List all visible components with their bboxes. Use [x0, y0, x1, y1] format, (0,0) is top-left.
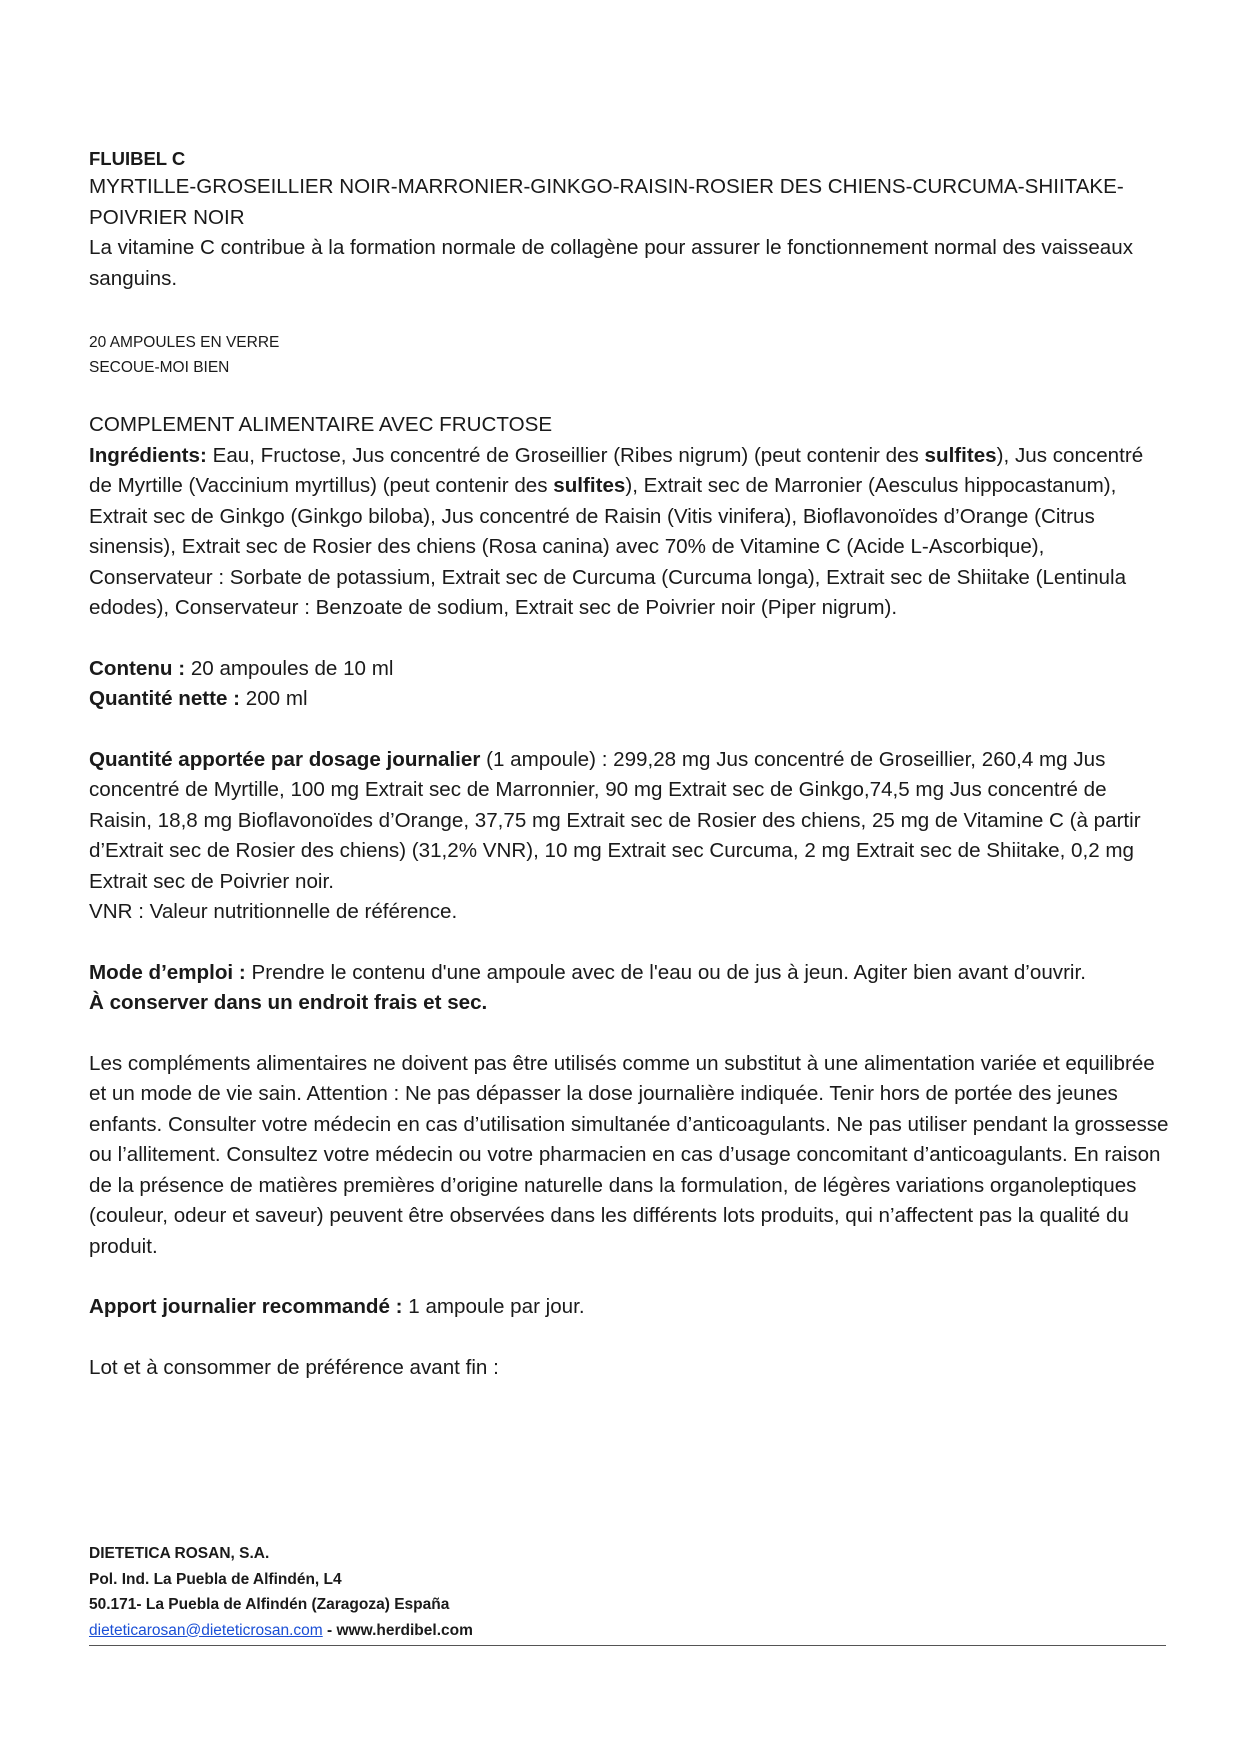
product-claim: La vitamine C contribue à la formation normale de collagène pour assurer le fonctionnement normal des vaisseaux sanguins.	[89, 236, 1133, 290]
company-address-2: 50.171- La Puebla de Alfindén (Zaragoza) España	[89, 1596, 450, 1613]
storage-instruction: À conserver dans un endroit frais et sec.	[89, 991, 488, 1014]
net-quantity-label: Quantité nette :	[89, 687, 241, 710]
daily-dose-paragraph	[89, 745, 1169, 898]
company-name: DIETETICA ROSAN, S.A.	[89, 1545, 270, 1562]
package-line-1: 20 AMPOULES EN VERRE	[89, 334, 280, 351]
usage-label: Mode d’emploi :	[89, 960, 246, 984]
allergen-sulfites-1: sulfites	[924, 443, 997, 467]
ingredients-text-3: ), Extrait sec de Marronier (Aesculus hippocastanum), Extrait sec de Ginkgo (Ginkgo biloba), Jus concentré de Raisin (Vitis vinifera), Bioflavonoïdes d’Orange (Citrus sinensis), Extrait sec de Rosier des chiens (Rosa canina) avec 70% de Vitamine C (Acide L-Ascorbique), Conservateur : Sorbate de potassium, Extrait sec de Curcuma (Curcuma longa), Extrait sec de Shiitake (Lentinula edodes), Conservateur : Benzoate de sodium, Extrait sec de Poivrier noir (Piper nigrum).	[89, 474, 1127, 619]
product-subtitle: MYRTILLE-GROSEILLIER NOIR-MARRONIER-GINKGO-RAISIN-ROSIER DES CHIENS-CURCUMA-SHIITAKE-POIVRIER NOIR	[89, 175, 1124, 229]
footer	[89, 1541, 1169, 1643]
ingredients-label: Ingrédients:	[89, 443, 207, 467]
footer-divider	[89, 1645, 1166, 1646]
lot-line: Lot et à consommer de préférence avant fin :	[89, 1355, 499, 1379]
document-body	[89, 146, 1169, 1383]
net-quantity-value: 200 ml	[240, 687, 308, 710]
recommended-line	[89, 1292, 1169, 1323]
content-label: Contenu :	[89, 656, 186, 680]
company-address-1: Pol. Ind. La Puebla de Alfindén, L4	[89, 1570, 342, 1588]
contact-line	[89, 1618, 1169, 1644]
ingredients-text-2: ), Jus concentré de Myrtille (Vaccinium myrtillus) (peut contenir des	[89, 443, 1144, 497]
content-value: 20 ampoules de 10 ml	[185, 656, 394, 680]
daily-dose-text: (1 ampoule) : 299,28 mg Jus concentré de Groseillier, 260,4 mg Jus concentré de Myrtille, 100 mg Extrait sec de Marronnier, 90 mg Extrait sec de Ginkgo,74,5 mg Jus concentré de Raisin, 18,8 mg Bioflavonoïdes d’Orange, 37,75 mg Extrait sec de Rosier des chiens, 25 mg de Vitamine C (à partir d’Extrait sec de Rosier des chiens) (31,2% VNR), 10 mg Extrait sec Curcuma, 2 mg Extrait sec de Shiitake, 0,2 mg Extrait sec de Poivrier noir.	[89, 747, 1141, 893]
content-line	[89, 654, 1169, 685]
email-link[interactable]: dieteticarosan@dieteticrosan.com	[89, 1621, 323, 1639]
warnings-paragraph: Les compléments alimentaires ne doivent pas être utilisés comme un substitut à une alimentation variée et equilibrée et un mode de vie sain. Attention : Ne pas dépasser la dose journalière indiquée. Tenir hors de portée des jeunes enfants. Consulter votre médecin en cas d’utilisation simultanée d’anticoagulants. Ne pas utiliser pendant la grossesse ou l’allitement. Consultez votre médecin ou votre pharmacien en cas d’usage concomitant d’anticoagulants. En raison de la présence de matières premières d’origine naturelle dans la formulation, de légères variations organoleptiques (couleur, odeur et saveur) peuvent être observées dans les différents lots produits, qui n’affectent pas la qualité du produit.	[89, 1051, 1169, 1258]
net-quantity-line	[89, 684, 1169, 715]
ingredients-text-1: Eau, Fructose, Jus concentré de Groseillier (Ribes nigrum) (peut contenir des	[206, 443, 925, 467]
vnr-note: VNR : Valeur nutritionnelle de référence.	[89, 900, 458, 923]
usage-text: Prendre le contenu d'une ampoule avec de l'eau ou de jus à jeun. Agiter bien avant d’ouvrir.	[245, 960, 1086, 984]
daily-dose-label: Quantité apportée par dosage journalier	[89, 747, 481, 771]
package-line-2: SECOUE-MOI BIEN	[89, 359, 230, 376]
product-name: FLUIBEL C	[89, 148, 186, 169]
recommended-value: 1 ampoule par jour.	[402, 1295, 585, 1318]
recommended-label: Apport journalier recommandé :	[89, 1295, 403, 1318]
allergen-sulfites-2: sulfites	[553, 474, 626, 497]
supplement-type: COMPLEMENT ALIMENTAIRE AVEC FRUCTOSE	[89, 413, 553, 436]
usage-paragraph	[89, 958, 1169, 989]
ingredients-paragraph	[89, 441, 1169, 624]
website: www.herdibel.com	[336, 1621, 473, 1639]
contact-separator: -	[322, 1621, 337, 1639]
